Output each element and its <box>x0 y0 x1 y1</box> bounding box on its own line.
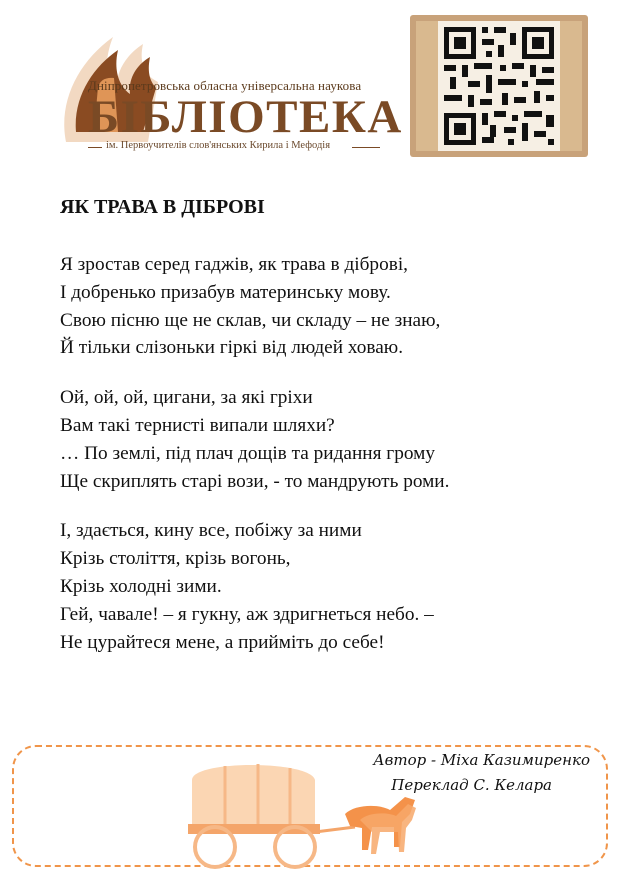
poem-line: … По землі, під плач дощів та ридання грому <box>60 442 435 464</box>
poem-line: І добренько призабув материнську мову. <box>60 281 391 303</box>
poem-line: Крізь століття, крізь вогонь, <box>60 548 291 570</box>
translator-credit: Переклад С. Келара <box>391 776 552 794</box>
logo-title: БІБЛІОТЕКА <box>88 91 403 143</box>
poem-line: Не цурайтеся мене, а прийміть до себе! <box>60 631 385 653</box>
poem-line: Ой, ой, ой, цигани, за які гріхи <box>60 387 313 409</box>
author-credit: Автор - Міха Казимиренко <box>373 751 590 769</box>
logo-rule-left <box>88 147 102 148</box>
poem-line: Я зростав серед гаджів, як трава в діброві, <box>60 254 408 275</box>
poem-line: Крізь холодні зими. <box>60 575 222 597</box>
poem-line: Вам такі тернисті випали шляхи? <box>60 414 335 436</box>
stanza <box>60 251 449 362</box>
credits <box>373 748 590 798</box>
poem-title: ЯК ТРАВА В ДІБРОВІ <box>60 196 265 218</box>
poem-line: Ще скриплять старі вози, - то мандрують роми. <box>60 470 450 492</box>
logo-subtitle: Дніпропетровська обласна універсальна наукова <box>88 78 362 93</box>
stanza <box>60 517 449 656</box>
qr-code-stamp <box>410 15 588 157</box>
poem-line: Й тільки слізоньки гіркі від людей ховаю. <box>60 337 404 359</box>
logo-rule-right <box>352 147 380 148</box>
poem-line: І, здається, кину все, побіжу за ними <box>60 520 362 542</box>
poem-body <box>60 251 449 678</box>
poem-line: Свою пісню ще не склав, чи складу – не знаю, <box>60 309 441 331</box>
logo-tagline: ім. Первоучителів слов'янських Кирила і Мефодія <box>106 140 331 151</box>
stanza <box>60 384 449 495</box>
qr-code-icon <box>410 15 588 157</box>
poem-line: Гей, чавале! – я гукну, аж здригнеться небо. – <box>60 603 434 625</box>
